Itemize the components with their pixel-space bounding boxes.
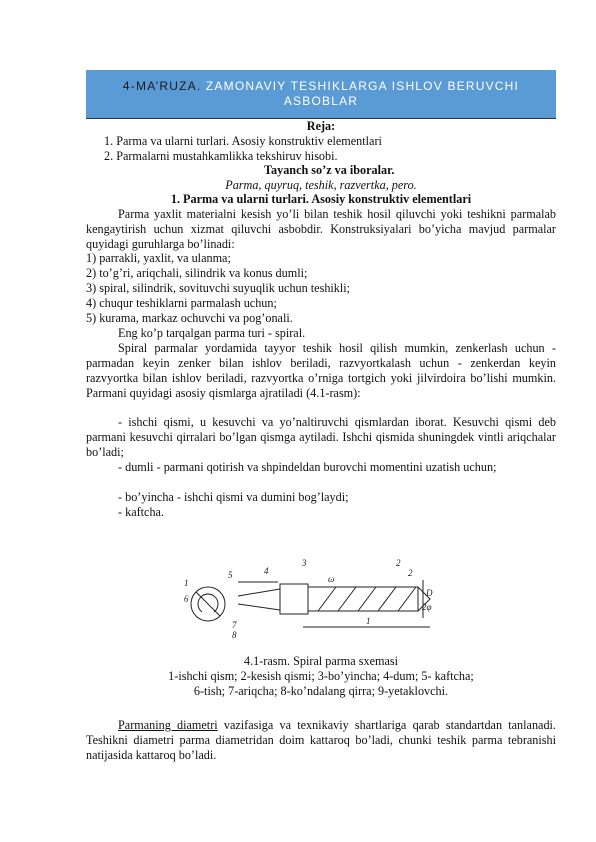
drill-body	[308, 587, 418, 611]
figure-caption: 4.1-rasm. Spiral parma sxemasi	[244, 654, 398, 668]
bullet-neck: - bo’yincha - ishchi qismi va dumini bog’laydi;	[118, 490, 349, 504]
fig-label-2b: 2	[408, 568, 413, 578]
drill-shank	[280, 584, 308, 614]
fig-label-D: D	[426, 588, 433, 598]
fig-label-2: 2	[396, 558, 401, 568]
lecture-title-banner	[86, 70, 556, 118]
figure-legend-2: 6-tish; 7-ariqcha; 8-ko’ndalang qirra; 9-yetaklovchi.	[193, 684, 449, 698]
drill-tang	[238, 589, 280, 596]
fig-label-8: 8	[232, 630, 237, 640]
paragraph-diameter	[86, 718, 556, 763]
fig-label-1: 1	[184, 578, 189, 588]
fig-label-omega: ω	[328, 574, 335, 584]
section-heading: 1. Parma va ularni turlari. Asosiy konstruktiv elementlari	[170, 192, 472, 206]
list-item-3: 3) spiral, silindrik, sovituvchi suyuqlik uchun teshikli;	[86, 281, 351, 295]
figure-legend-1: 1-ishchi qism; 2-kesish qismi; 3-bo’yincha; 4-dum; 5- kaftcha;	[168, 669, 474, 683]
list-item-1: 1) parrakli, yaxlit, va ulanma;	[86, 251, 231, 265]
list-item-5: 5) kurama, markaz ochuvchi va pog’onali.	[86, 311, 293, 325]
bullet-shank: - dumli - parmani qotirish va shpindeldan burovchi momentini uzatish uchun;	[118, 460, 497, 474]
list-item-2: 2) to’g’ri, ariqchali, silindrik va konus dumli;	[86, 266, 308, 280]
fig-label-1b: 1	[366, 616, 371, 626]
keywords-text: Parma, quyruq, teshik, razvertka, pero.	[225, 178, 417, 192]
fig-label-5: 5	[228, 570, 233, 580]
paragraph-common-type: Eng ko’p tarqalgan parma turi - spiral.	[118, 326, 306, 340]
lecture-title: ZAMONAVIY TESHIKLARGA ISHLOV BERUVCHI ASBOBLAR	[205, 79, 520, 108]
term-drill-diameter: Parmaning diametri	[118, 718, 218, 732]
list-item-4: 4) chuqur teshiklarni parmalash uchun;	[86, 296, 277, 310]
paragraph-diameter-text: vazifasiga va texnikaviy shartlariga qarab standartdan tanlanadi. Teshikni diametri parma diametridan doim kattaroq bo’ladi, chunki teshik parma tebranishi natijasida kattaroq bo’ladi.	[86, 718, 556, 762]
bullet-working-part: - ishchi qismi, u kesuvchi va yo’naltiruvchi qismlardan iborat. Kesuvchi qismi deb parmani kesuvchi qirralari bo’lgan qismga aytiladi. Ishchi qismida shuningdek vintli ariqchalar bo’ladi;	[86, 415, 556, 459]
fig-label-3: 3	[302, 558, 307, 568]
plan-heading: Reja:	[306, 119, 336, 133]
paragraph-definition: Parma yaxlit materialni kesish yo’li bilan teshik hosil qiluvchi yoki teshikni parmalab kengaytirish uchun xizmat qiluvchi asbobdir. Konstruksiyalari bo’yicha mavjud parmalar quyidagi guruhlarga bo’linadi:	[86, 207, 556, 251]
plan-item-2: 2. Parmalarni mustahkamlikka tekshiruv hisobi.	[104, 149, 338, 163]
helical-flutes	[318, 587, 416, 611]
lecture-number: 4-MA’RUZA.	[122, 79, 202, 93]
fig-label-4: 4	[264, 566, 269, 576]
twist-drill-diagram	[178, 552, 438, 642]
fig-label-7: 7	[232, 620, 237, 630]
plan-item-1: 1. Parma va ularni turlari. Asosiy konstruktiv elementlari	[104, 134, 382, 148]
fig-label-6: 6	[184, 594, 189, 604]
paragraph-spiral: Spiral parmalar yordamida tayyor teshik hosil qilish mumkin, zenkerlash uchun - parmadan keyin zenker bilan ishlov beriladi, razvyortkalash uchun - zenkerdan keyin razvyortka bilan ishlov beriladi, razvyortka o’rniga tortgich yoki jilvirdoira bo’lishi mumkin. Parmani quyidagi asosiy qismlarga ajratiladi (4.1-rasm):	[86, 341, 556, 400]
bullet-tang: - kaftcha.	[118, 505, 165, 519]
fig-label-2phi: 2φ	[422, 602, 432, 612]
keywords-heading: Tayanch so’z va iboralar.	[264, 163, 395, 177]
